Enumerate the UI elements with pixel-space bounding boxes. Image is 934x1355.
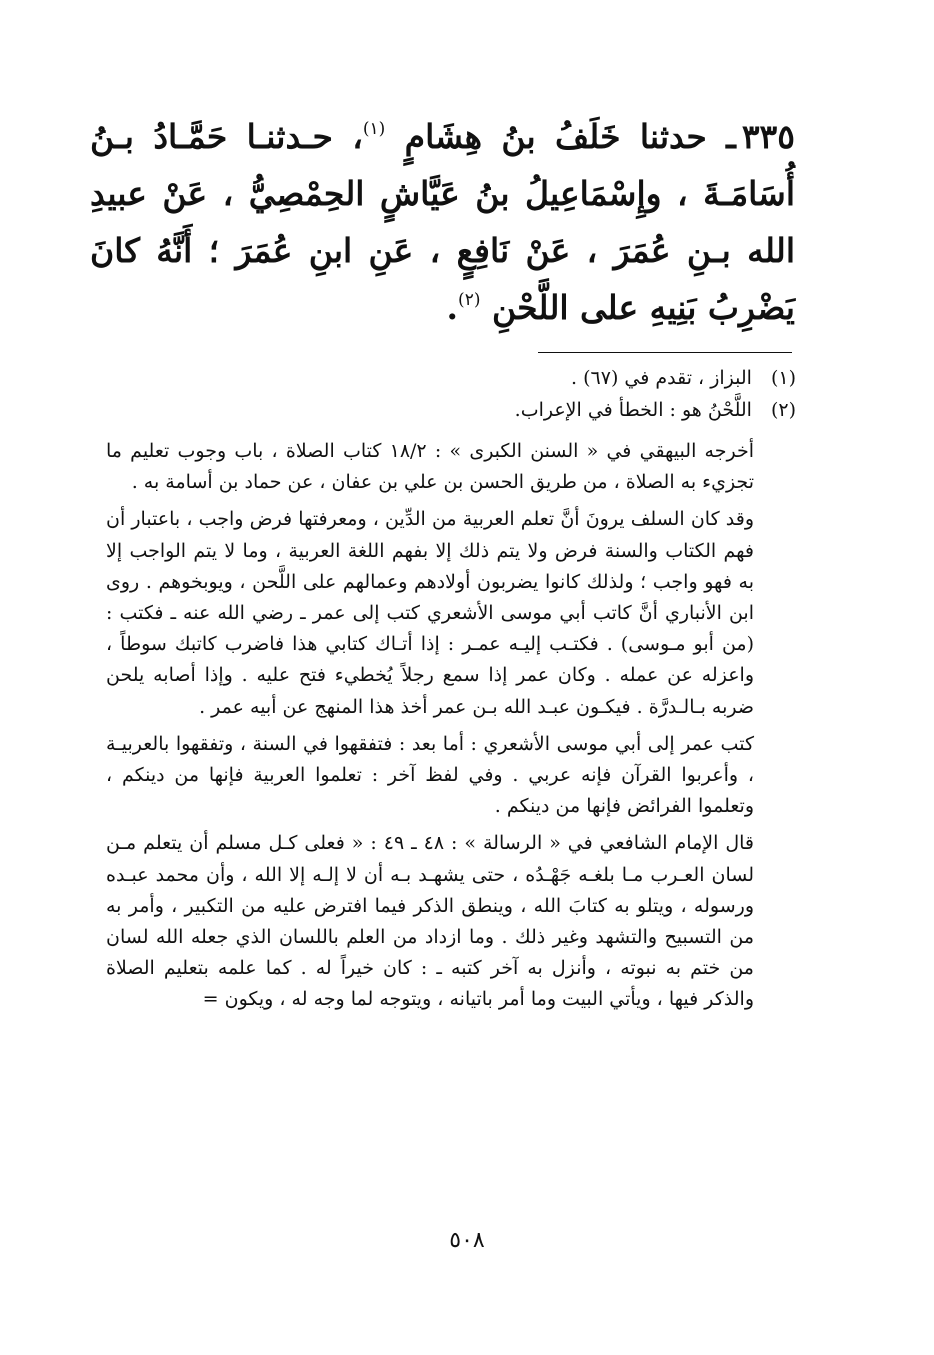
commentary-block: [106, 436, 754, 1022]
commentary-paragraph-4: قال الإمام الشافعي في « الرسالة » : ٤٨ ـ ٤٩ : « فعلى كـل مسلم أن يتعلم مـن لسان العـرب مـا بلغـه جَهْـدُه ، حتى يشهـد بـه أن لا إلـه إلا الله ، وأن محمد عبـده ورسوله ، ويتلو به كتابَ الله ، وينطق الذكر فيما افترض عليه من التكبير ، وأمر به من التسبيح والتشهد وغير ذلك . وما ازداد من العلم باللسان الذي جعله الله لسان من ختم به نبوته ، وأنزل به آخر كتبه ـ : كان خيراً له . كما علمه بتعليم الصلاة والذكر فيها ، ويأتي البيت وما أمر باتيانه ، ويتوجه لما وجه له ، ويكون =: [106, 832, 754, 1011]
hadith-number: ٣٣٥: [741, 117, 795, 156]
footnote-1-number: (١): [770, 367, 796, 389]
footnote-2-text: اللَّحْنُ هو : الخطأ في الإعراب.: [514, 399, 752, 421]
commentary-paragraph-3: كتب عمر إلى أبي موسى الأشعري : أما بعد : فتفقهوا في السنة ، وتفقهوا بالعربيـة ، وأعربوا القرآن فإنه عربي . وفي لفظ آخر : تعلموا العربية فإنها من دينكم ، وتعلموا الفرائض فإنها من دينكم .: [106, 732, 754, 818]
commentary-paragraph-2: وقد كان السلف يرونَ أنَّ تعلم العربية من الدِّين ، ومعرفتها فرض واجب ، باعتبار أن فهم الكتاب والسنة فرض ولا يتم ذلك إلا بفهم اللغة العربية ، وما لا يتم الواجب إلا به فهو واجب ؛ ولذلك كانوا يضربون أولادهم وعمالهم على اللَّحن ، ويوبخوهم . روى ابن الأنباري أنَّ كاتب أبي موسى الأشعري كتب إلى عمر ـ رضي الله عنه ـ فكتب : (من أبو مـوسى) . فكتـب إليـه عمـر : إذا أتـاك كتابي هذا فاضرب كاتبك سوطاً ، واعزله عن عمله . وكان عمر إذا سمع رجلاً يُخطيء فتح عليه . وإذا أصابه يلحن ضربه بـالـدرَّة . فيكـون عبـد الله بـن عمر أخذ هذا المنهج عن أبيه عمر .: [106, 508, 754, 718]
commentary-paragraph-1: أخرجه البيهقي في « السنن الكبرى » : ١٨/٢ كتاب الصلاة ، باب وجوب تعليم ما تجزيء به الصلاة ، من طريق الحسن بن علي بن عفان ، عن حماد بن أسامة به .: [106, 440, 755, 494]
footnote-ref-2: (٢): [458, 290, 481, 310]
hadith-text-part-2: ، حـدثنـا حَمَّـادُ بـنُ أُسَامَـةَ ، وإِسْمَاعِيلُ بنُ عَيَّاشٍ الحِمْصِيُّ ، عَنْ عبيدِ الله بـنِ عُمَرَ ، عَنْ نَافِعٍ ، عَنِ ابنِ عُمَرَ ؛ أَنَّهُ كانَ يَضْرِبُ بَنِيهِ على اللَّحْنِ: [90, 117, 795, 327]
footnote-2: [106, 394, 796, 426]
hadith-paragraph: [90, 108, 795, 336]
hadith-text-part-1: ـ حدثنا خَلَفُ بنُ هِشَامٍ: [404, 117, 736, 156]
footnotes-block: [106, 362, 796, 426]
footnote-ref-1: (١): [362, 119, 386, 139]
footnote-1: [106, 362, 796, 394]
footnote-separator-rule: [538, 352, 792, 353]
footnote-1-text: البزاز ، تقدم في (٦٧) .: [571, 367, 752, 389]
hadith-text-block: [90, 108, 795, 336]
hadith-end-mark: .: [446, 288, 459, 327]
footnote-2-number: (٢): [770, 399, 796, 421]
page-number: ٥٠٨: [449, 1228, 485, 1253]
